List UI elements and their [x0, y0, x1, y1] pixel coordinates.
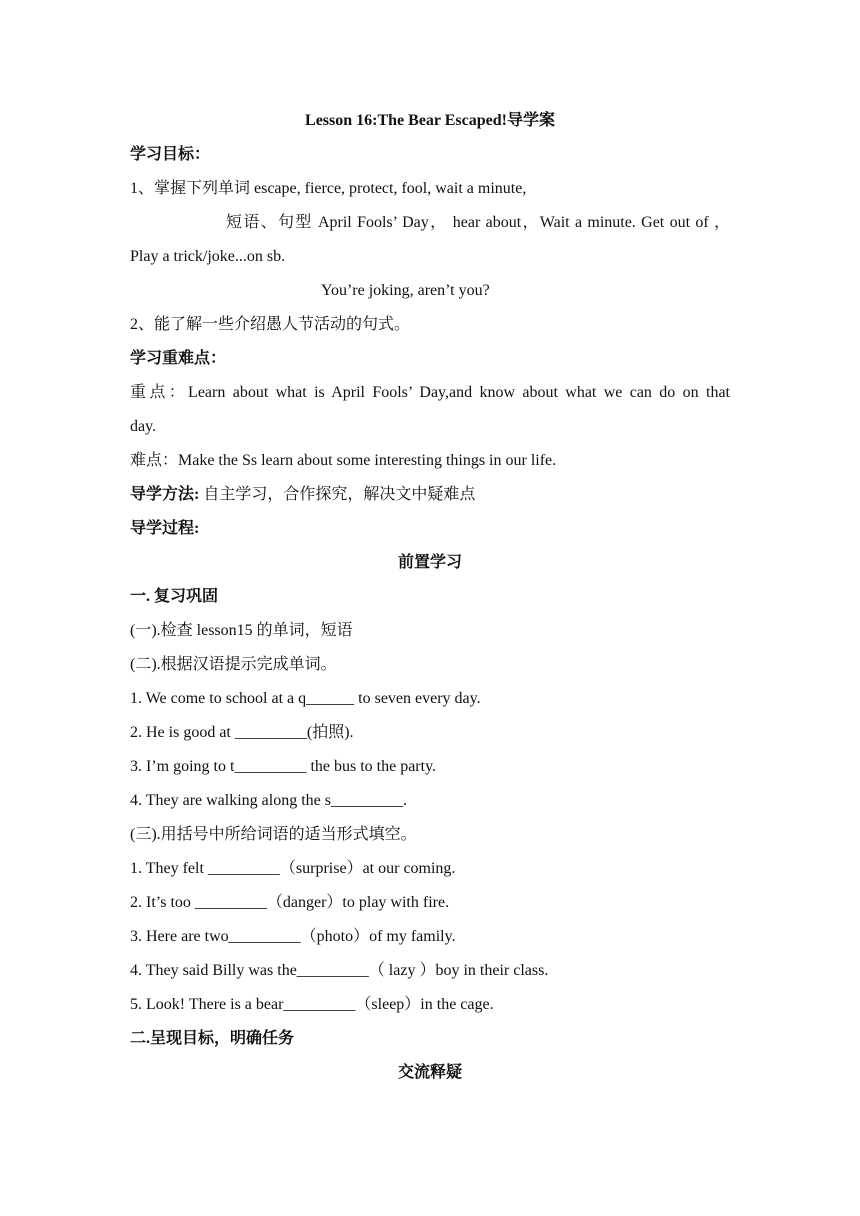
section-1-heading: 一. 复习巩固 [130, 588, 219, 605]
list-item: 2. It’s too _________（danger）to play with fire. [130, 894, 450, 911]
objective-2: 2、能了解一些介绍愚人节活动的句式。 [130, 316, 411, 333]
sub-section-1: (一).检查 lesson15 的单词，短语 [130, 622, 353, 639]
sub-section-2: (二).根据汉语提示完成单词。 [130, 656, 337, 673]
key-point-continuation: day. [130, 418, 157, 435]
objective-1-phrases: 短语、句型 April Fools’ Day， hear about，Wait a minute. Get out of ， [226, 214, 730, 231]
objectives-heading: 学习目标： [130, 146, 211, 163]
section-2-heading: 二.呈现目标，明确任务 [130, 1030, 295, 1047]
key-point: 重点：Learn about what is April Fools’ Day,and know about what we can do on that [130, 384, 730, 401]
list-item: 1. They felt _________（surprise）at our coming. [130, 860, 456, 877]
list-item: 4. They said Billy was the_________（ lazy ）boy in their class. [130, 962, 549, 979]
list-item: 5. Look! There is a bear_________（sleep）in the cage. [130, 996, 494, 1013]
pre-study-heading: 前置学习 [397, 554, 462, 571]
list-item: 3. Here are two_________（photo）of my family. [130, 928, 456, 945]
objective-1: 1、掌握下列单词 escape, fierce, protect, fool, wait a minute, [130, 180, 527, 197]
objective-1-continuation: Play a trick/joke...on sb. [130, 248, 286, 265]
difficult-point: 难点：Make the Ss learn about some interesting things in our life. [130, 452, 557, 469]
objective-1-sentence: You’re joking, aren’t you? [321, 282, 490, 299]
method-text: 自主学习，合作探究，解决文中疑难点 [199, 486, 476, 503]
exchange-heading: 交流释疑 [397, 1064, 462, 1081]
list-item: 1. We come to school at a q______ to seven every day. [130, 690, 481, 707]
sub-section-3: (三).用括号中所给词语的适当形式填空。 [130, 826, 417, 843]
list-item: 3. I’m going to t_________ the bus to the party. [130, 758, 437, 775]
process-heading: 导学过程: [130, 520, 200, 537]
method-line [130, 480, 730, 510]
list-item: 4. They are walking along the s_________. [130, 792, 407, 809]
key-points-heading: 学习重难点： [130, 350, 227, 367]
list-item: 2. He is good at _________(拍照). [130, 724, 354, 741]
document-title: Lesson 16:The Bear Escaped!导学案 [305, 112, 555, 129]
method-label: 导学方法: [130, 486, 200, 503]
